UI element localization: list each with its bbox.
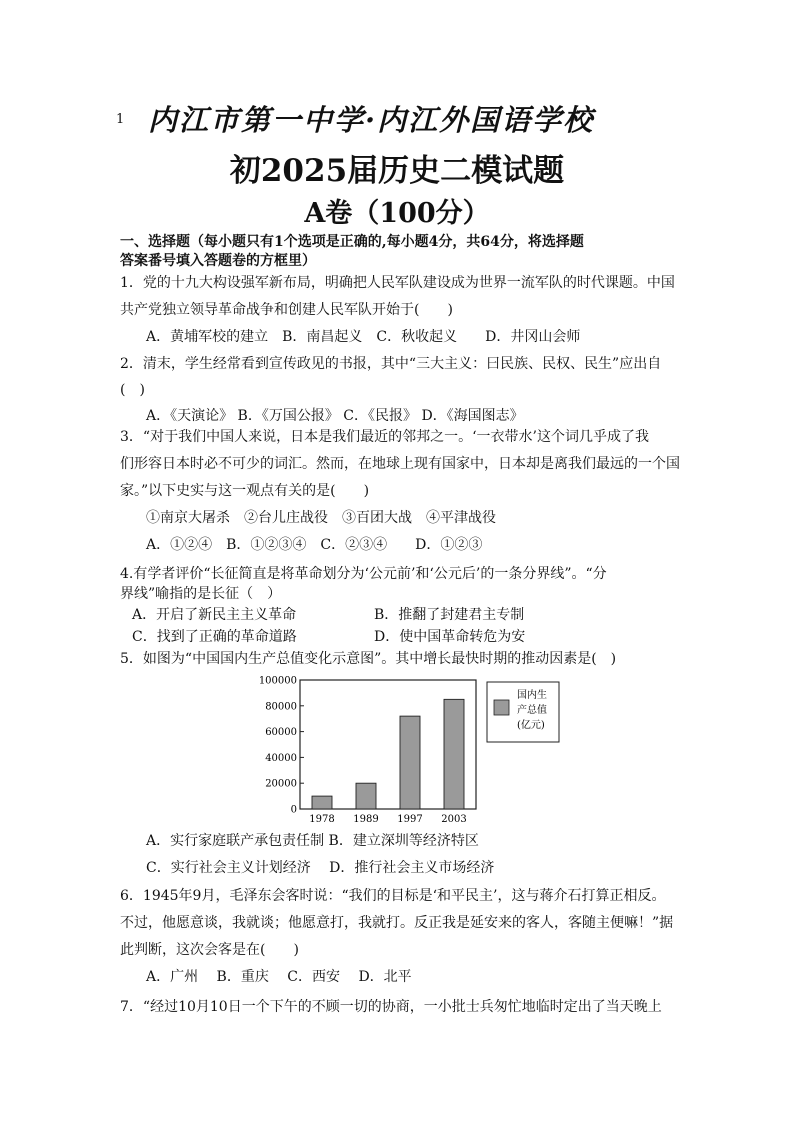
y-tick-label: 40000 <box>265 752 297 764</box>
q5-line1: 5．如图为“中国国内生产总值变化示意图”。其中增长最快时期的推动因素是( ) <box>120 651 617 667</box>
y-tick-label: 20000 <box>265 778 297 790</box>
q4-option-a: A．开启了新民主主义革命 <box>132 607 297 623</box>
legend-line3: (亿元) <box>517 720 545 731</box>
x-tick-label-1997: 1997 <box>397 814 423 824</box>
section-heading-line2: 答案番号填入答题卷的方框里） <box>120 253 316 269</box>
bar-1997 <box>400 716 420 809</box>
gdp-bar-chart <box>255 668 565 824</box>
exam-title: 初2025届历史二模试题 <box>229 153 565 189</box>
q1-line2: 共产党独立领导革命战争和创建人民军队开始于( ) <box>120 302 453 318</box>
section-heading-line1: 一、选择题（每小题只有1个选项是正确的,每小题4分，共64分，将选择题 <box>120 234 584 250</box>
y-tick-label: 0 <box>290 804 297 816</box>
q6-options: A．广州 B．重庆 C．西安 D．北平 <box>146 969 412 985</box>
y-tick-label: 60000 <box>265 727 297 739</box>
x-tick-label-1978: 1978 <box>309 814 335 824</box>
exam-subtitle: A卷（100分） <box>304 198 490 229</box>
q4-option-c: C．找到了正确的革命道路 <box>132 629 297 645</box>
q6-line3: 此判断，这次会客是在( ) <box>120 942 299 958</box>
q6-line1: 6．1945年9月，毛泽东会客时说：“我们的目标是‘和平民主’，这与蒋介石打算正相反。 <box>120 888 666 904</box>
q3-line3: 家。”以下史实与这一观点有关的是( ) <box>120 483 370 499</box>
legend-line2: 产总值 <box>517 705 547 716</box>
q3-items: ①南京大屠杀 ②台儿庄战役 ③百团大战 ④平津战役 <box>146 510 496 526</box>
legend-swatch <box>494 700 509 715</box>
legend-line1: 国内生 <box>517 690 547 701</box>
q1-options: A．黄埔军校的建立 B．南昌起义 C．秋收起义 D．井冈山会师 <box>146 329 581 345</box>
x-tick-label-2003: 2003 <box>441 814 467 824</box>
y-tick-label: 100000 <box>258 675 297 687</box>
q6-line2: 不过，他愿意谈，我就谈；他愿意打，我就打。反正我是延安来的客人，客随主便嘛！”据 <box>120 915 674 931</box>
q2-line2: ( ) <box>120 382 145 398</box>
q1-line1: 1．党的十九大构设强军新布局，明确把人民军队建设成为世界一流军队的时代课题。中国 <box>120 275 675 291</box>
q7-line1: 7．“经过10月10日一个下午的不顾一切的协商，一小批士兵匆忙地临时定出了当天晚上 <box>120 999 662 1015</box>
q5-options-ab: A．实行家庭联产承包责任制 B．建立深圳等经济特区 <box>146 833 479 849</box>
bar-1989 <box>356 783 376 809</box>
y-tick-label: 80000 <box>265 701 297 713</box>
legend <box>487 682 559 742</box>
q4-line2: 界线”喻指的是长征（ ） <box>120 586 282 602</box>
q4-line1: 4.有学者评价“长征简直是将革命划分为‘公元前’和‘公元后’的一条分界线”。“分 <box>120 566 607 582</box>
school-name: 内江市第一中学·内江外国语学校 <box>148 103 595 137</box>
bar-2003 <box>444 699 464 809</box>
q4-option-b: B．推翻了封建君主专制 <box>374 607 525 623</box>
q3-options: A．①②④ B．①②③④ C．②③④ D．①②③ <box>146 537 483 553</box>
q5-options-cd: C．实行社会主义计划经济 D．推行社会主义市场经济 <box>146 860 495 876</box>
q3-line2: 们形容日本时必不可少的词汇。然而，在地球上现有国家中，日本却是离我们最远的一个国 <box>120 456 680 472</box>
q2-options: A．《天演论》 B．《万国公报》 C．《民报》 D．《海国图志》 <box>146 408 524 424</box>
q3-line1: 3．“对于我们中国人来说，日本是我们最近的邻邦之一。‘一衣带水’这个词几乎成了我 <box>120 429 649 445</box>
page-number: 1 <box>116 112 125 127</box>
bar-1978 <box>312 796 332 809</box>
q4-option-d: D．使中国革命转危为安 <box>374 629 526 645</box>
x-tick-label-1989: 1989 <box>353 814 379 824</box>
q2-line1: 2．清末，学生经常看到宣传政见的书报，其中“三大主义：曰民族、民权、民生”应出自 <box>120 356 662 372</box>
